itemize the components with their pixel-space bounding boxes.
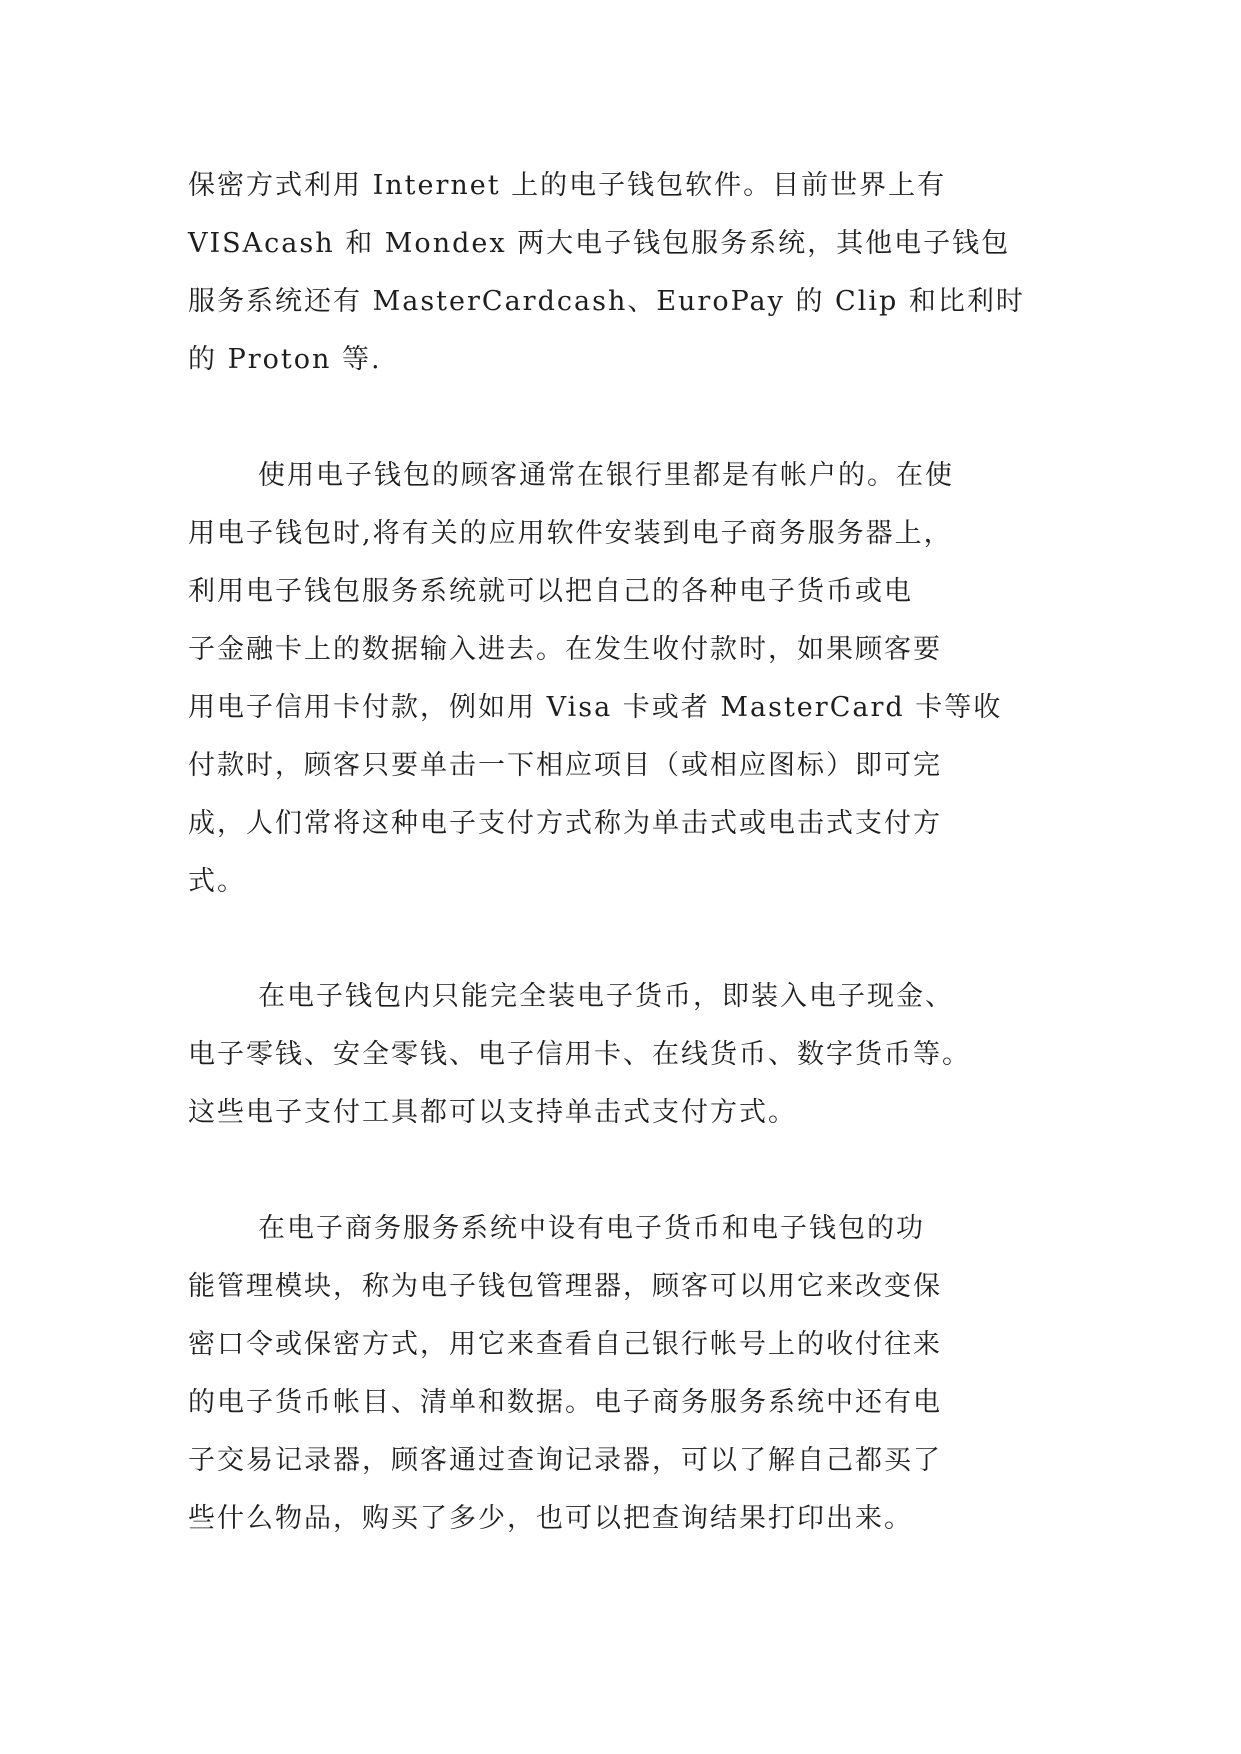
text-line: 在电子钱包内只能完全装电子货币，即装入电子现金、 <box>258 981 954 1012</box>
text-line: 成，人们常将这种电子支付方式称为单击式或电击式支付方 <box>188 808 942 839</box>
text-line: 服务系统还有 MasterCardcash、EuroPay 的 Clip 和比利时 <box>188 286 1025 317</box>
text-line: 利用电子钱包服务系统就可以把自己的各种电子货币或电 <box>188 576 913 607</box>
paragraph-continuation <box>188 157 1078 389</box>
text-line: 的 Proton 等. <box>188 344 382 375</box>
text-line: 子金融卡上的数据输入进去。在发生收付款时，如果顾客要 <box>188 634 942 665</box>
text-line: 使用电子钱包的顾客通常在银行里都是有帐户的。在使 <box>258 460 954 491</box>
paragraph-ewallet-usage <box>188 447 1078 911</box>
text-line: 电子零钱、安全零钱、电子信用卡、在线货币、数字货币等。 <box>188 1039 971 1070</box>
paragraph-ewallet-contents <box>188 968 1078 1142</box>
text-line: 付款时，顾客只要单击一下相应项目（或相应图标）即可完 <box>188 750 942 781</box>
text-line: 这些电子支付工具都可以支持单击式支付方式。 <box>188 1097 797 1128</box>
text-line: 式。 <box>188 866 246 897</box>
text-line: 子交易记录器，顾客通过查询记录器，可以了解自己都买了 <box>188 1445 942 1476</box>
paragraph-ewallet-manager <box>188 1200 1078 1548</box>
text-line: 用电子钱包时,将有关的应用软件安装到电子商务服务器上， <box>188 518 953 549</box>
text-line: 用电子信用卡付款，例如用 Visa 卡或者 MasterCard 卡等收 <box>188 692 1003 723</box>
text-line: 保密方式利用 Internet 上的电子钱包软件。目前世界上有 <box>188 170 947 201</box>
text-line: 在电子商务服务系统中设有电子货币和电子钱包的功 <box>258 1213 925 1244</box>
text-line: 的电子货币帐目、清单和数据。电子商务服务系统中还有电 <box>188 1387 942 1418</box>
text-line: 密口令或保密方式，用它来查看自己银行帐号上的收付往来 <box>188 1329 942 1360</box>
text-line: 能管理模块，称为电子钱包管理器，顾客可以用它来改变保 <box>188 1271 942 1302</box>
text-line: VISAcash 和 Mondex 两大电子钱包服务系统，其他电子钱包 <box>188 228 1011 259</box>
text-line: 些什么物品，购买了多少，也可以把查询结果打印出来。 <box>188 1503 913 1534</box>
